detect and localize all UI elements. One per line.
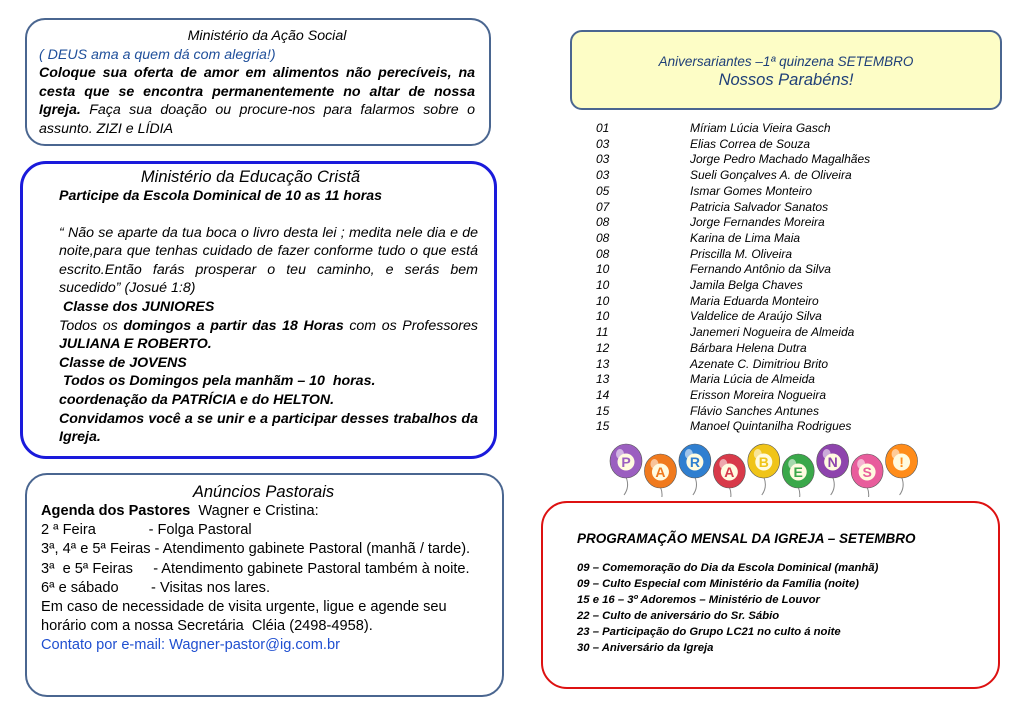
agenda-lines (41, 521, 486, 636)
agenda-line-item: 2 ª Feira - Folga Pastoral (41, 522, 252, 539)
birthday-day: 08 (596, 230, 610, 245)
birthday-name: Ismar Gomes Monteiro (690, 183, 813, 198)
balloon-letter: ! (899, 454, 904, 470)
jovens-coordination: coordenação da PATRÍCIA e do HELTON. (59, 391, 335, 408)
agenda-line (41, 502, 486, 521)
birthday-day: 10 (596, 278, 610, 293)
programacao-item: 09 – Culto Especial com Ministério da Família (noite) (577, 578, 859, 591)
birthday-name: Jamila Belga Chaves (690, 278, 803, 293)
balloon-0 (610, 444, 642, 495)
birthday-name: Janemeri Nogueira de Almeida (690, 325, 855, 340)
birthday-row (596, 262, 870, 278)
birthday-name: Jorge Pedro Machado Magalhães (690, 152, 871, 167)
anuncios-pastorais-panel (25, 473, 504, 697)
birthday-name: Karina de Lima Maia (690, 230, 801, 245)
juniores-text-c: com os Professores (343, 317, 479, 334)
birthday-name: Elias Correa de Souza (690, 136, 811, 151)
balloon-letter: P (621, 454, 631, 470)
birthday-row (596, 247, 870, 263)
educacao-crista-title: Ministério da Educação Cristã (140, 168, 361, 186)
balloon-1 (644, 454, 676, 497)
balloon-letter: E (793, 464, 803, 480)
anuncios-title: Anúncios Pastorais (192, 483, 335, 501)
birthday-row (596, 184, 870, 200)
birthday-day: 10 (596, 293, 610, 308)
balloon-letter: B (758, 454, 769, 470)
birthday-name: Míriam Lúcia Vieira Gasch (690, 121, 831, 135)
agenda-line-item: 3ª e 5ª Feiras - Atendimento gabinete Pastoral também à noite. (41, 560, 470, 577)
birthday-row (596, 325, 870, 341)
bible-quote: “ Não se aparte da tua boca o livro desta lei ; medita nele dia e de noite,para que tenhas cuidado de fazer conforme tudo o que está escrito.Então farás prosperar o teu caminho, e serás bem sucedido” (Josué 1:8) (59, 224, 478, 297)
agenda-line-item: 3ª, 4ª e 5ª Feiras - Atendimento gabinete Pastoral (manhã / tarde). (41, 541, 471, 558)
escola-dominical-line: Participe da Escola Dominical de 10 as 11 horas (59, 188, 383, 204)
birthday-day: 10 (596, 309, 610, 324)
birthday-name: Valdelice de Araújo Silva (690, 309, 822, 324)
birthday-row (596, 372, 870, 388)
acao-social-bold-text: Coloque sua oferta de amor em alimentos não perecíveis, na cesta que se encontra permanentemente no altar de nossa Igreja. (39, 65, 475, 118)
balloon-7 (851, 454, 883, 497)
juniores-text-a: Todos os (59, 317, 124, 334)
birthday-name: Flávio Sanches Antunes (690, 403, 819, 418)
programacao-item: 22 – Culto de aniversário do Sr. Sábio (577, 610, 780, 623)
birthday-row (596, 121, 870, 137)
programacao-list (577, 560, 998, 657)
birthday-day: 13 (596, 356, 610, 371)
balloon-4 (748, 444, 780, 495)
juniores-teachers: JULIANA E ROBERTO. (59, 336, 212, 353)
agenda-label: Agenda dos Pastores (41, 503, 191, 519)
birthday-day: 08 (596, 215, 610, 230)
birthday-row (596, 137, 870, 153)
aniversariantes-header (570, 30, 1002, 110)
birthday-name: Sueli Gonçalves A. de Oliveira (690, 168, 852, 183)
birthday-row (596, 215, 870, 231)
jovens-schedule: Todos os Domingos pela manhãm – 10 horas. (59, 373, 376, 390)
birthday-name: Erisson Moreira Nogueira (690, 387, 827, 402)
birthday-name: Jorge Fernandes Moreira (690, 215, 825, 230)
balloon-letter: S (862, 464, 872, 480)
balloon-3 (713, 454, 745, 497)
programacao-item: 23 – Participação do Grupo LC21 no culto á noite (577, 626, 841, 639)
acao-social-title: Ministério da Ação Social (187, 28, 347, 44)
birthday-name: Bárbara Helena Dutra (690, 340, 807, 355)
birthday-name: Azenate C. Dimitriou Brito (690, 356, 829, 371)
programacao-item: 15 e 16 – 3º Adoremos – Ministério de Louvor (577, 594, 820, 607)
birthday-row (596, 294, 870, 310)
birthday-day: 15 (596, 403, 610, 418)
balloon-5 (782, 454, 814, 497)
birthday-row (596, 152, 870, 168)
juniores-title: Classe dos JUNIORES (59, 298, 215, 315)
agenda-line-item: 6ª e sábado - Visitas nos lares. (41, 579, 271, 596)
acao-social-panel (25, 18, 491, 146)
birthday-row (596, 200, 870, 216)
birthday-list (596, 121, 870, 435)
birthday-name: Priscilla M. Oliveira (690, 246, 793, 261)
juniores-schedule: domingos a partir das 18 Horas (123, 317, 344, 334)
balloon-letter: A (724, 464, 735, 480)
programacao-item: 09 – Comemoração do Dia da Escola Dominical (manhã) (577, 562, 879, 574)
aniversariantes-subtitle: Nossos Parabéns! (718, 71, 854, 89)
invite-text: Convidamos você a se unir e a participar desses trabalhos da Igreja. (59, 410, 478, 446)
birthday-day: 10 (596, 262, 610, 277)
acao-social-body (39, 64, 475, 138)
educacao-crista-panel (20, 161, 497, 459)
birthday-day: 08 (596, 246, 610, 261)
balloon-letter: A (655, 464, 666, 480)
birthday-row (596, 309, 870, 325)
birthday-day: 14 (596, 387, 610, 402)
birthday-day: 13 (596, 372, 610, 387)
acao-social-text: Faça sua doação ou procure-nos para falarmos sobre o assunto. ZIZI e LÍDIA (39, 102, 475, 137)
birthday-row (596, 388, 870, 404)
birthday-row (596, 419, 870, 435)
balloon-letter: R (689, 454, 700, 470)
balloon-letter: N (827, 454, 838, 470)
birthday-day: 07 (596, 199, 610, 214)
programacao-panel (541, 501, 1000, 689)
birthday-day: 11 (596, 325, 609, 340)
birthday-day: 03 (596, 136, 610, 151)
birthday-name: Maria Eduarda Monteiro (690, 293, 819, 308)
birthday-row (596, 404, 870, 420)
birthday-day: 15 (596, 419, 610, 434)
balloon-8 (886, 444, 918, 495)
birthday-row (596, 168, 870, 184)
birthday-row (596, 278, 870, 294)
birthday-day: 12 (596, 340, 610, 355)
birthday-day: 03 (596, 168, 610, 183)
birthday-name: Patricia Salvador Sanatos (690, 199, 829, 214)
birthday-name: Fernando Antônio da Silva (690, 262, 831, 277)
parabens-balloons-image (608, 441, 933, 497)
birthday-row (596, 357, 870, 373)
birthday-day: 03 (596, 152, 610, 167)
birthday-row (596, 231, 870, 247)
agenda-names: Wagner e Cristina: (190, 503, 319, 519)
birthday-day: 05 (596, 183, 610, 198)
birthday-name: Maria Lúcia de Almeida (690, 372, 815, 387)
balloon-2 (679, 444, 711, 495)
acao-social-subtitle: ( DEUS ama a quem dá com alegria!) (39, 46, 276, 63)
aniversariantes-title: Aniversariantes –1ª quinzena SETEMBRO (658, 54, 914, 69)
birthday-day: 01 (596, 121, 610, 135)
programacao-item: 30 – Aniversário da Igreja (577, 642, 714, 655)
balloon-6 (817, 444, 849, 495)
birthday-row (596, 341, 870, 357)
birthday-name: Manoel Quintanilha Rodrigues (690, 419, 852, 434)
agenda-line-item: Em caso de necessidade de visita urgente, ligue e agende seu horário com a nossa Secretária Cléia (2498-4958). (41, 599, 451, 635)
jovens-title: Classe de JOVENS (59, 354, 187, 371)
juniores-text (59, 317, 478, 354)
contact-email[interactable]: Contato por e-mail: Wagner-pastor@ig.com.br (41, 637, 340, 654)
programacao-title: PROGRAMAÇÃO MENSAL DA IGREJA – SETEMBRO (577, 531, 916, 546)
